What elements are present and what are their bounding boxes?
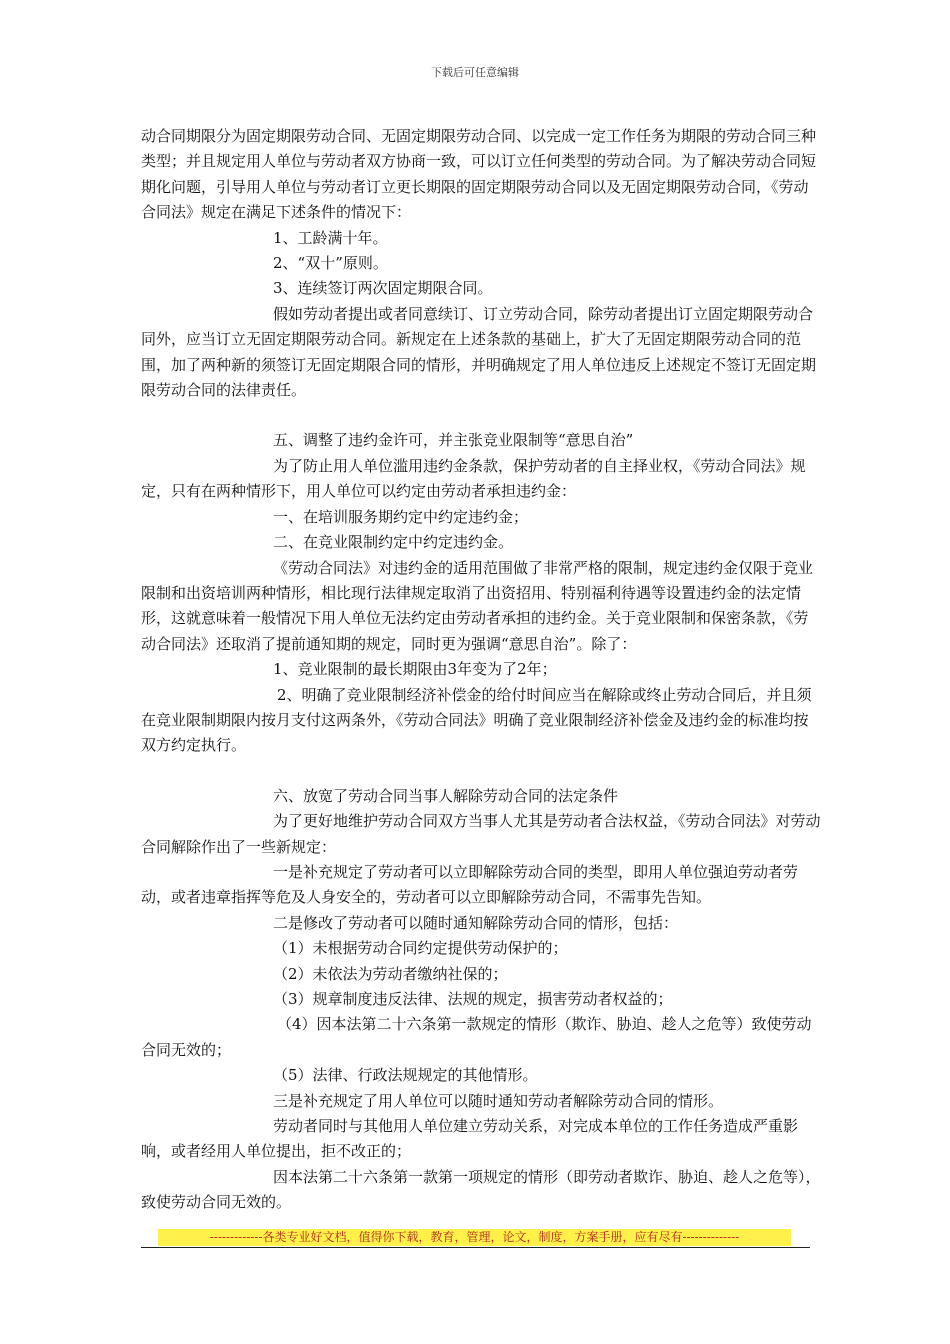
list-item: 一、在培训服务期约定中约定违约金； [273, 507, 529, 526]
paragraph: 二是修改了劳动者可以随时通知解除劳动合同的情形，包括： [273, 913, 679, 932]
paragraph: 《劳动合同法》对违约金的适用范围做了非常严格的限制，规定违约金仅限于竞业限制和出资培训两种情形，相比现行法律规定取消了出资招用、特别福利待遇等设置违约金的法定情形，这就意味着一般情况下用人单位无法约定由劳动者承担的违约金。关于竞业限制和保密条款，《劳动合同法》还取消了提前通知期的规定，同时更为强调“意思自治”。除了： [141, 558, 814, 653]
paragraph: 为了防止用人单位滥用违约金条款，保护劳动者的自主择业权，《劳动合同法》规定，只有在两种情形下，用人单位可以约定由劳动者承担违约金： [141, 456, 806, 501]
paragraph: 一是补充规定了劳动者可以立即解除劳动合同的类型，即用人单位强迫劳动者劳动，或者违章指挥等危及人身安全的，劳动者可以立即解除劳动合同，不需事先告知。 [141, 862, 799, 907]
paragraph: 因本法第二十六条第一款第一项规定的情形（即劳动者欺诈、胁迫、趁人之危等），致使劳动合同无效的。 [141, 1167, 821, 1212]
list-item: （3）规章制度违反法律、法规的规定，损害劳动者权益的； [273, 990, 673, 1008]
list-item: （2）未依法为劳动者缴纳社保的； [273, 964, 508, 983]
paragraph: 为了更好地维护劳动合同双方当事人尤其是劳动者合法权益，《劳动合同法》对劳动合同解除作出了一些新规定： [141, 812, 821, 856]
page-header: 下载后可任意编辑 [431, 66, 519, 79]
paragraph: 假如劳动者提出或者同意续订、订立劳动合同，除劳动者提出订立固定期限劳动合同外，应当订立无固定期限劳动合同。新规定在上述条款的基础上，扩大了无固定期限劳动合同的范围，加了两种新的须签订无固定期限合同的情形，并明确规定了用人单位违反上述规定不签订无固定期限劳动合同的法律责任。 [141, 304, 817, 400]
list-item: 1、竞业限制的最长期限由3年变为了2年； [273, 660, 557, 679]
list-item: （5）法律、行政法规规定的其他情形。 [273, 1066, 538, 1085]
list-item: 2、明确了竞业限制经济补偿金的给付时间应当在解除或终止劳动合同后，并且须在竞业限制期限内按月支付这两条外，《劳动合同法》明确了竞业限制经济补偿金及违约金的标准均按双方约定执行。 [141, 685, 812, 755]
list-item: （1）未根据劳动合同约定提供劳动保护的； [273, 939, 568, 958]
footer-banner: -------------各类专业好文档，值得你下载，教育，管理，论文，制度，方案手册，应有尽有-------------- [158, 1229, 791, 1246]
spacer [141, 759, 821, 784]
list-item: 1、工龄满十年。 [273, 228, 388, 247]
paragraph: 三是补充规定了用人单位可以随时通知劳动者解除劳动合同的情形。 [273, 1091, 724, 1110]
list-item: 二、在竞业限制约定中约定违约金。 [273, 533, 514, 552]
footer-divider [141, 1247, 810, 1248]
paragraph: 劳动者同时与其他用人单位建立劳动关系，对完成本单位的工作任务造成严重影响，或者经用人单位提出，拒不改正的； [141, 1117, 799, 1161]
section-heading: 五、调整了违约金许可，并主张竞业限制等“意思自治” [273, 431, 634, 450]
list-item: 2、“双十”原则。 [273, 254, 388, 273]
list-item: （4）因本法第二十六条第一款规定的情形（欺诈、胁迫、趁人之危等）致使劳动合同无效的； [141, 1015, 812, 1059]
spacer [141, 403, 821, 428]
section-heading: 六、放宽了劳动合同当事人解除劳动合同的法定条件 [273, 786, 619, 805]
paragraph: 动合同期限分为固定期限劳动合同、无固定期限劳动合同、以完成一定工作任务为期限的劳动合同三种类型；并且规定用人单位与劳动者双方协商一致，可以订立任何类型的劳动合同。为了解决劳动合同短期化问题，引导用人单位与劳动者订立更长期限的固定期限劳动合同以及无固定期限劳动合同，《劳动合同法》规定在满足下述条件的情况下： [141, 127, 817, 222]
document-body [141, 124, 821, 1216]
list-item: 3、连续签订两次固定期限合同。 [273, 279, 493, 298]
